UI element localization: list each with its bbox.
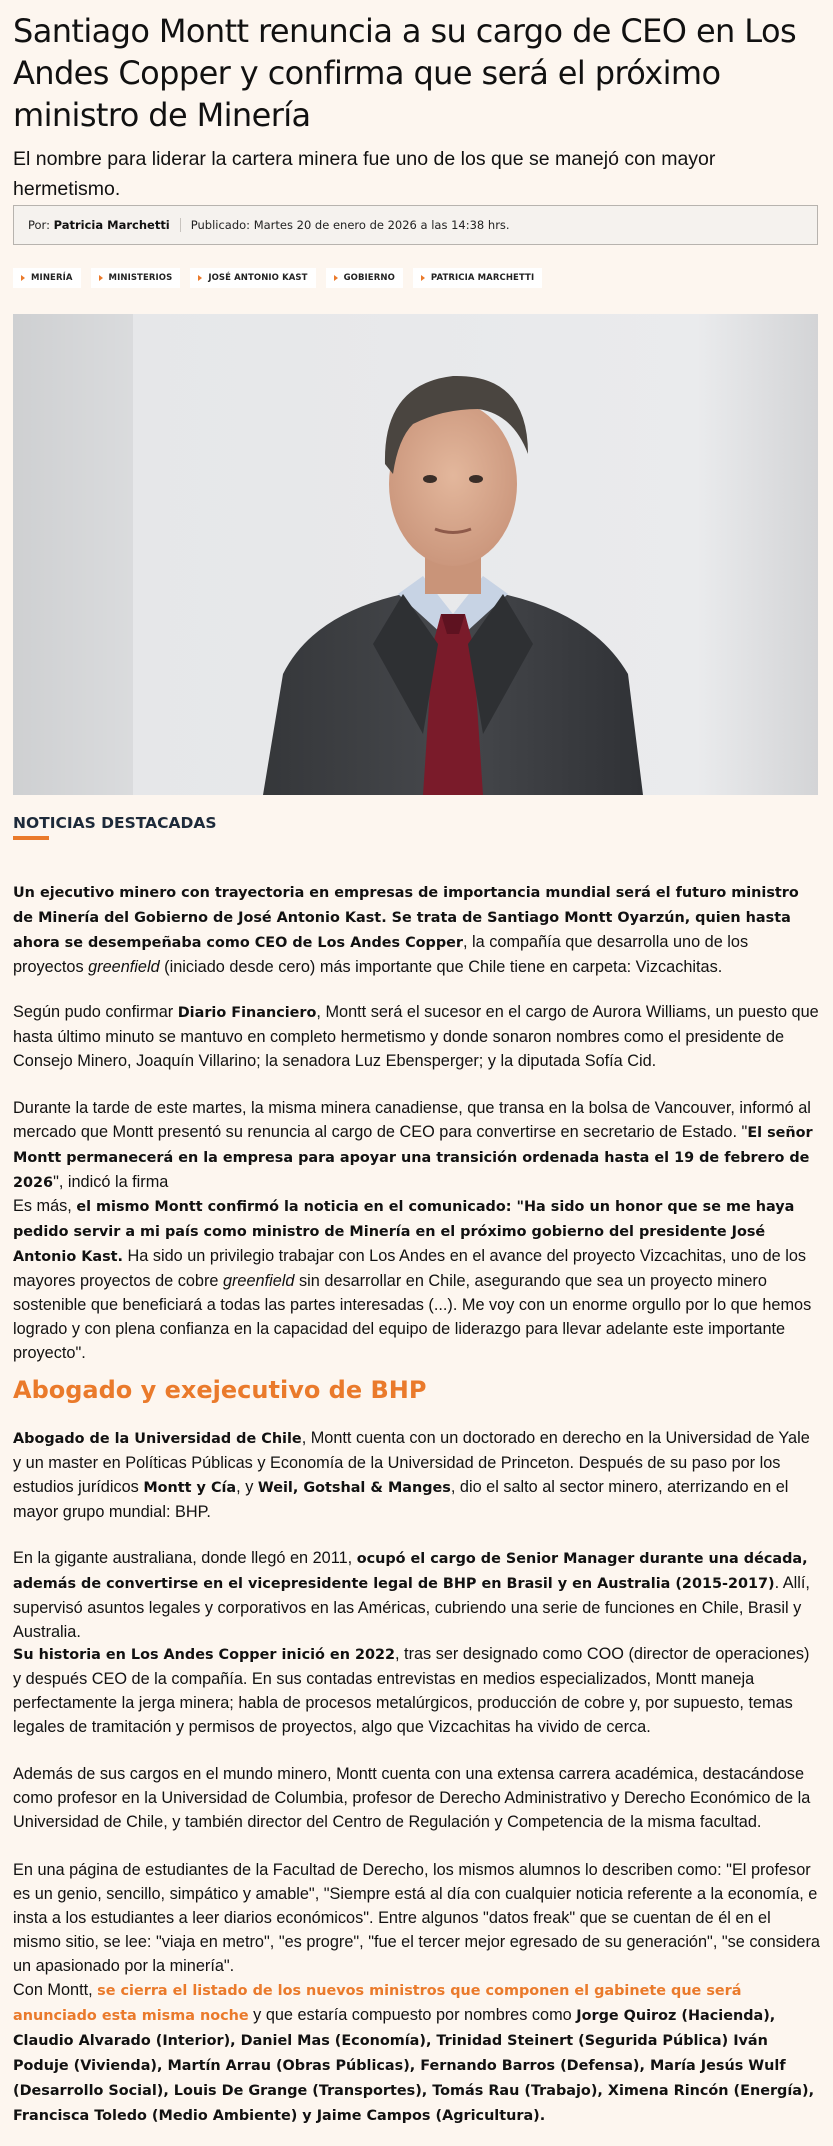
caret-right-icon [198, 275, 202, 281]
tag-label: GOBIERNO [343, 273, 395, 283]
author-info [14, 218, 181, 232]
article-meta-box [13, 205, 818, 245]
paragraph-10: Con Montt, se cierra el listado de los nuevos ministros que componen el gabinete que será anunciado esta misma noche y que estaría compuesto por nombres como Jorge Quiroz (Hacienda), Claudio Alvarado (Interior), Daniel Mas (Economía), Trinidad Steinert (Segurida Pública) Iván Poduje (Vivienda), Martín Arrau (Obras Públicas), Fernando Barros (Defensa), María Jesús Wulf (Desarrollo Social), Louis De Grange (Transportes), Tomás Rau (Trabajo), Ximena Rincón (Energía), Francisca Toledo (Medio Ambiente) y Jaime Campos (Agricultura). [13, 1981, 815, 2124]
paragraph-8: Además de sus cargos en el mundo minero, Montt cuenta con una extensa carrera académica, destacándose como profesor en la Universidad de Columbia, profesor de Derecho Administrativo y Derecho Económico de la Universidad de Chile, y también director del Centro de Regulación y Competencia de la misma facultad. [13, 1765, 811, 1831]
article-subtitle: El nombre para liderar la cartera minera fue uno de los que se manejó con mayor hermetismo. [13, 148, 716, 200]
article-title: Santiago Montt renuncia a su cargo de CEO en Los Andes Copper y confirma que será el próximo ministro de Minería [13, 12, 797, 134]
paragraph-6: En la gigante australiana, donde llegó en 2011, ocupó el cargo de Senior Manager durante una década, además de convertirse en el vicepresidente legal de BHP en Brasil y en Australia (2015-2017). Allí, supervisó asuntos legales y corporativos en las Américas, cubriendo una serie de funciones en Chile, Brasil y Australia. [13, 1549, 810, 1641]
paragraph-4: Es más, el mismo Montt confirmó la noticia en el comunicado: "Ha sido un honor que se me haya pedido servir a mi país como ministro de Minería en el próximo gobierno del presidente José Antonio Kast. Ha sido un privilegio trabajar con Los Andes en el avance del proyecto Vizcachitas, uno de los mayores proyectos de cobre greenfield sin desarrollar en Chile, asegurando que sea un proyecto minero sostenible que beneficiará a todas las partes interesadas (...). Me voy con un enorme orgullo por lo que hemos logrado y con plena confianza en la capacidad del equipo de liderazgo para llevar adelante este importante proyecto". [13, 1197, 812, 1362]
tag-label: MINERÍA [31, 273, 73, 283]
tag-ministerios[interactable] [91, 268, 181, 288]
paragraph-7: Su historia en Los Andes Copper inició en 2022, tras ser designado como COO (director de operaciones) y después CEO de la compañía. En sus contadas entrevistas en medios especializados, Montt maneja perfectamente la jerga minera; habla de procesos metalúrgicos, producción de cobre y, por supuesto, temas legales de tramitación y permisos de proyectos, algo que Vizcachitas ha vivido de cerca. [13, 1645, 810, 1736]
tag-list [13, 268, 542, 288]
section-accent-bar [13, 836, 49, 840]
caret-right-icon [99, 275, 103, 281]
portrait-image [13, 314, 818, 795]
author-prefix: Por: [28, 218, 50, 232]
paragraph-3: Durante la tarde de este martes, la misma minera canadiense, que transa en la bolsa de Vancouver, informó al mercado que Montt presentó su renuncia al cargo de CEO para convertirse en secretario de Estado. "El señor Montt permanecerá en la empresa para apoyar una transición ordenada hasta el 19 de febrero de 2026", indicó la firma [13, 1099, 813, 1191]
paragraph-9: En una página de estudiantes de la Facultad de Derecho, los mismos alumnos lo describen como: "El profesor es un genio, sencillo, simpático y amable", "Siempre está al día con cualquier noticia referente a la economía, e insta a los estudiantes a leer diarios económicos". Entre algunos "datos freak" que se cuentan de él en el mismo sitio, se lee: "viaja en metro", "es progre", "fue el tercer mejor egresado de su generación", "se considera un apasionado por la minería". [13, 1861, 820, 1975]
section-label: NOTICIAS DESTACADAS [13, 814, 217, 832]
tag-mineria[interactable] [13, 268, 81, 288]
publish-date: Publicado: Martes 20 de enero de 2026 a las 14:38 hrs. [190, 218, 510, 232]
cabinet-list-link[interactable]: se cierra el listado de los nuevos ministros que componen el gabinete que será anunciado esta misma noche [13, 1983, 742, 2024]
tag-label: JOSÉ ANTONIO KAST [208, 273, 308, 283]
paragraph-5: Abogado de la Universidad de Chile, Montt cuenta con un doctorado en derecho en la Universidad de Yale y un master en Políticas Públicas y Economía de la Universidad de Princeton. Después de su paso por los estudios jurídicos Montt y Cía, y Weil, Gotshal & Manges, dio el salto al sector minero, aterrizando en el mayor grupo mundial: BHP. [13, 1429, 810, 1521]
paragraph-1: Un ejecutivo minero con trayectoria en empresas de importancia mundial será el futuro ministro de Minería del Gobierno de José Antonio Kast. Se trata de Santiago Montt Oyarzún, quien hasta ahora se desempeñaba como CEO de Los Andes Copper, la compañía que desarrolla uno de los proyectos greenfield (iniciado desde cero) más importante que Chile tiene en carpeta: Vizcachitas. [13, 885, 799, 976]
tag-patricia-marchetti[interactable] [413, 268, 542, 288]
paragraph-2: Según pudo confirmar Diario Financiero, Montt será el sucesor en el cargo de Aurora Williams, un puesto que hasta último minuto se mantuvo en completo hermetismo y donde sonaron nombres como el presidente de Consejo Minero, Joaquín Villarino; la senadora Luz Ebensperger; y la diputada Sofía Cid. [13, 1003, 819, 1070]
section-heading: Abogado y exejecutivo de BHP [13, 1376, 427, 1404]
caret-right-icon [334, 275, 338, 281]
tag-label: MINISTERIOS [108, 273, 173, 283]
tag-gobierno[interactable] [326, 268, 403, 288]
tag-jose-antonio-kast[interactable] [190, 268, 315, 288]
caret-right-icon [421, 275, 425, 281]
author-name[interactable]: Patricia Marchetti [53, 218, 170, 232]
tag-label: PATRICIA MARCHETTI [430, 273, 535, 283]
caret-right-icon [21, 275, 25, 281]
article-photo [13, 314, 818, 795]
